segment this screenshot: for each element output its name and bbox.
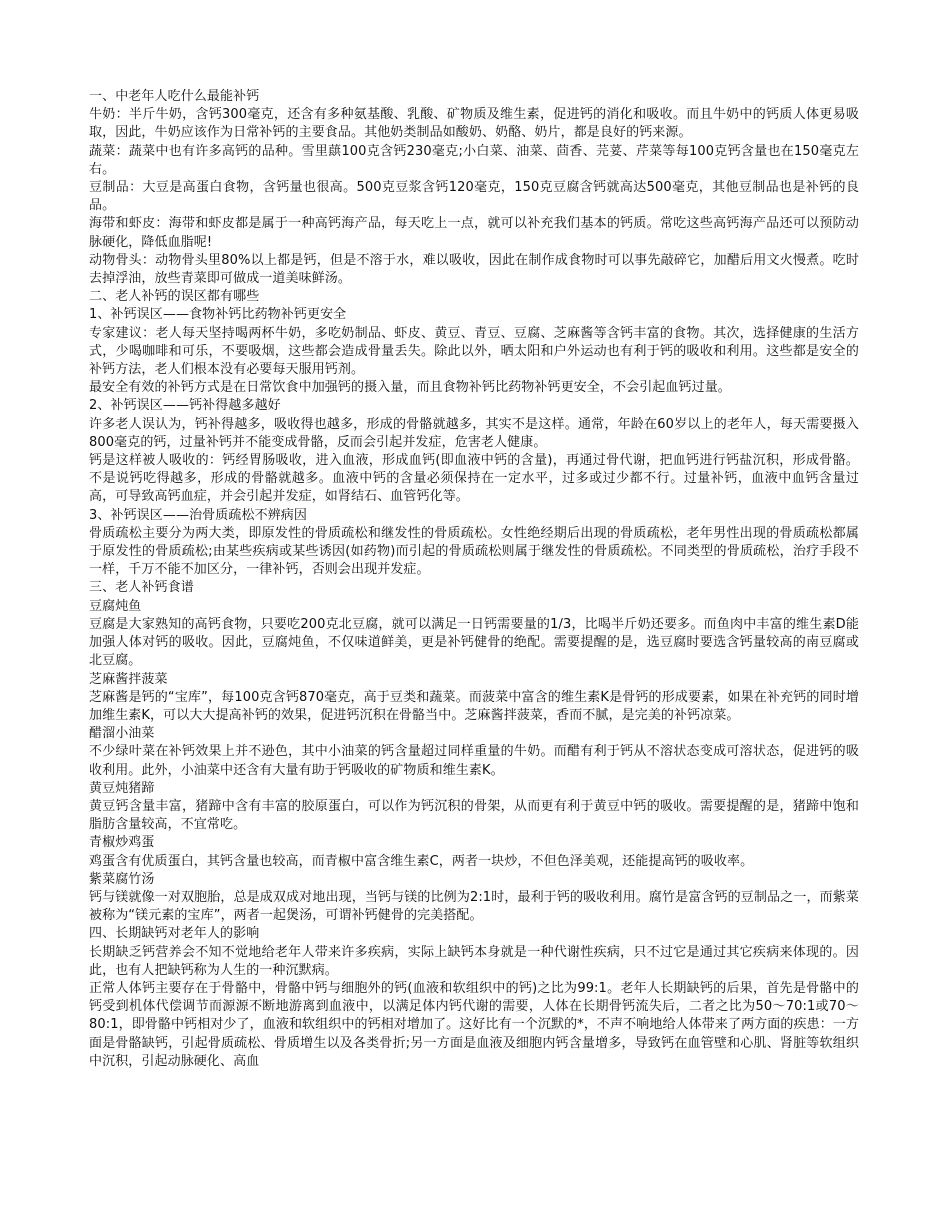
paragraph: 专家建议：老人每天坚持喝两杯牛奶，多吃奶制品、虾皮、黄豆、青豆、豆腐、芝麻酱等含钙丰富的食物。其次，选择健康的生活方式，少喝咖啡和可乐，不要吸烟，这些都会造成骨量丢失。除此以外，晒太阳和户外运动也有利于钙的吸收和利用。这些都是安全的补钙方法，老人们根本没有必要每天服用钙剂。 (89, 325, 859, 378)
paragraph: 动物骨头：动物骨头里80%以上都是钙，但是不溶于水，难以吸收，因此在制作成食物时可以事先敲碎它，加醋后用文火慢煮。吃时去掉浮油，放些青菜即可做成一道美味鲜汤。 (89, 252, 859, 287)
paragraph: 钙与镁就像一对双胞胎，总是成双成对地出现，当钙与镁的比例为2:1时，最利于钙的吸收利用。腐竹是富含钙的豆制品之一，而紫菜被称为“镁元素的宝库”，两者一起煲汤，可谓补钙健骨的完美搭配。 (89, 889, 859, 924)
paragraph: 牛奶：半斤牛奶，含钙300毫克，还含有多种氨基酸、乳酸、矿物质及维生素，促进钙的消化和吸收。而且牛奶中的钙质人体更易吸取，因此，牛奶应该作为日常补钙的主要食品。其他奶类制品如酸奶、奶酪、奶片，都是良好的钙来源。 (89, 107, 859, 141)
paragraph: 长期缺乏钙营养会不知不觉地给老年人带来许多疾病，实际上缺钙本身就是一种代谢性疾病，只不过它是通过其它疾病来体现的。因此，也有人把缺钙称为人生的一种沉默病。 (89, 944, 859, 978)
paragraph: 最安全有效的补钙方式是在日常饮食中加强钙的摄入量，而且食物补钙比药物补钙更安全，不会引起血钙过量。 (89, 380, 731, 396)
paragraph: 不少绿叶菜在补钙效果上并不逊色，其中小油菜的钙含量超过同样重量的牛奶。而醋有利于钙从不溶状态变成可溶状态，促进钙的吸收利用。此外，小油菜中还含有大量有助于钙吸收的矿物质和维生素K。 (89, 744, 859, 778)
paragraph: 黄豆钙含量丰富，猪蹄中含有丰富的胶原蛋白，可以作为钙沉积的骨架，从而更有利于黄豆中钙的吸收。需要提醒的是，猪蹄中饱和脂肪含量较高，不宜常吃。 (89, 798, 859, 833)
paragraph: 鸡蛋含有优质蛋白，其钙含量也较高，而青椒中富含维生素C，两者一块炒，不但色泽美观，还能提高钙的吸收率。 (89, 853, 754, 869)
paragraph: 许多老人误认为，钙补得越多，吸收得也越多，形成的骨骼就越多，其实不是这样。通常，年龄在60岁以上的老年人，每天需要摄入800毫克的钙，过量补钙并不能变成骨骼，反而会引起并发症，危害老人健康。 (89, 416, 859, 450)
recipe-title: 芝麻酱拌菠菜 (89, 671, 168, 687)
section-heading: 三、老人补钙食谱 (89, 580, 194, 596)
subsection-heading: 3、补钙误区——治骨质疏松不辨病因 (89, 507, 307, 523)
paragraph: 海带和虾皮：海带和虾皮都是属于一种高钙海产品，每天吃上一点，就可以补充我们基本的钙质。常吃这些高钙海产品还可以预防动脉硬化，降低血脂呢! (89, 216, 859, 250)
paragraph: 骨质疏松主要分为两大类，即原发性的骨质疏松和继发性的骨质疏松。女性绝经期后出现的骨质疏松，老年男性出现的骨质疏松都属于原发性的骨质疏松;由某些疾病或某些诱因(如药物)而引起的骨质疏松则属于继发性的骨质疏松。不同类型的骨质疏松，治疗手段不一样，千万不能不加区分，一律补钙，否则会出现并发症。 (89, 525, 859, 578)
paragraph: 豆制品：大豆是高蛋白食物，含钙量也很高。500克豆浆含钙120毫克，150克豆腐含钙就高达500毫克，其他豆制品也是补钙的良品。 (89, 180, 859, 214)
recipe-title: 紫菜腐竹汤 (89, 871, 155, 887)
subsection-heading: 2、补钙误区——钙补得越多越好 (89, 398, 281, 414)
recipe-title: 豆腐炖鱼 (89, 598, 142, 614)
recipe-title: 醋溜小油菜 (89, 726, 155, 742)
subsection-heading: 1、补钙误区——食物补钙比药物补钙更安全 (89, 307, 347, 323)
recipe-title: 黄豆炖猪蹄 (89, 780, 155, 796)
section-heading: 二、老人补钙的误区都有哪些 (89, 289, 260, 305)
section-heading: 四、长期缺钙对老年人的影响 (89, 926, 260, 942)
paragraph: 芝麻酱是钙的“宝库”，每100克含钙870毫克，高于豆类和蔬菜。而菠菜中富含的维生素K是骨钙的形成要素，如果在补充钙的同时增加维生素K，可以大大提高补钙的效果，促进钙沉积在骨骼当中。芝麻酱拌菠菜，香而不腻，是完美的补钙凉菜。 (89, 689, 859, 723)
document-page (89, 88, 859, 1071)
paragraph: 豆腐是大家熟知的高钙食物，只要吃200克北豆腐，就可以满足一日钙需要量的1/3，比喝半斤奶还要多。而鱼肉中丰富的维生素D能加强人体对钙的吸收。因此，豆腐炖鱼，不仅味道鲜美，更是补钙健骨的绝配。需要提醒的是，选豆腐时要选含钙量较高的南豆腐或北豆腐。 (89, 616, 859, 669)
section-heading: 一、中老年人吃什么最能补钙 (89, 89, 260, 104)
paragraph: 蔬菜：蔬菜中也有许多高钙的品种。雪里蕻100克含钙230毫克;小白菜、油菜、茴香、芫荽、芹菜等每100克钙含量也在150毫克左右。 (89, 143, 859, 177)
paragraph: 正常人体钙主要存在于骨骼中，骨骼中钙与细胞外的钙(血液和软组织中的钙)之比为99:1。老年人长期缺钙的后果，首先是骨骼中的钙受到机体代偿调节而源源不断地游离到血液中，以满足体内钙代谢的需要，人体在长期骨钙流失后，二者之比为50～70:1或70～80:1，即骨骼中钙相对少了，血液和软组织中的钙相对增加了。这好比有一个沉默的*，不声不响地给人体带来了两方面的疾患：一方面是骨骼缺钙，引起骨质疏松、骨质增生以及各类骨折;另一方面是血液及细胞内钙含量增多，导致钙在血管壁和心肌、肾脏等软组织中沉积，引起动脉硬化、高血 (89, 980, 859, 1069)
paragraph: 钙是这样被人吸收的：钙经胃肠吸收，进入血液，形成血钙(即血液中钙的含量)，再通过骨代谢，把血钙进行钙盐沉积，形成骨骼。不是说钙吃得越多，形成的骨骼就越多。血液中钙的含量必须保持在一定水平，过多或过少都不行。过量补钙，血液中血钙含量过高，可导致高钙血症，并会引起并发症，如肾结石、血管钙化等。 (89, 453, 859, 505)
recipe-title: 青椒炒鸡蛋 (89, 835, 155, 851)
